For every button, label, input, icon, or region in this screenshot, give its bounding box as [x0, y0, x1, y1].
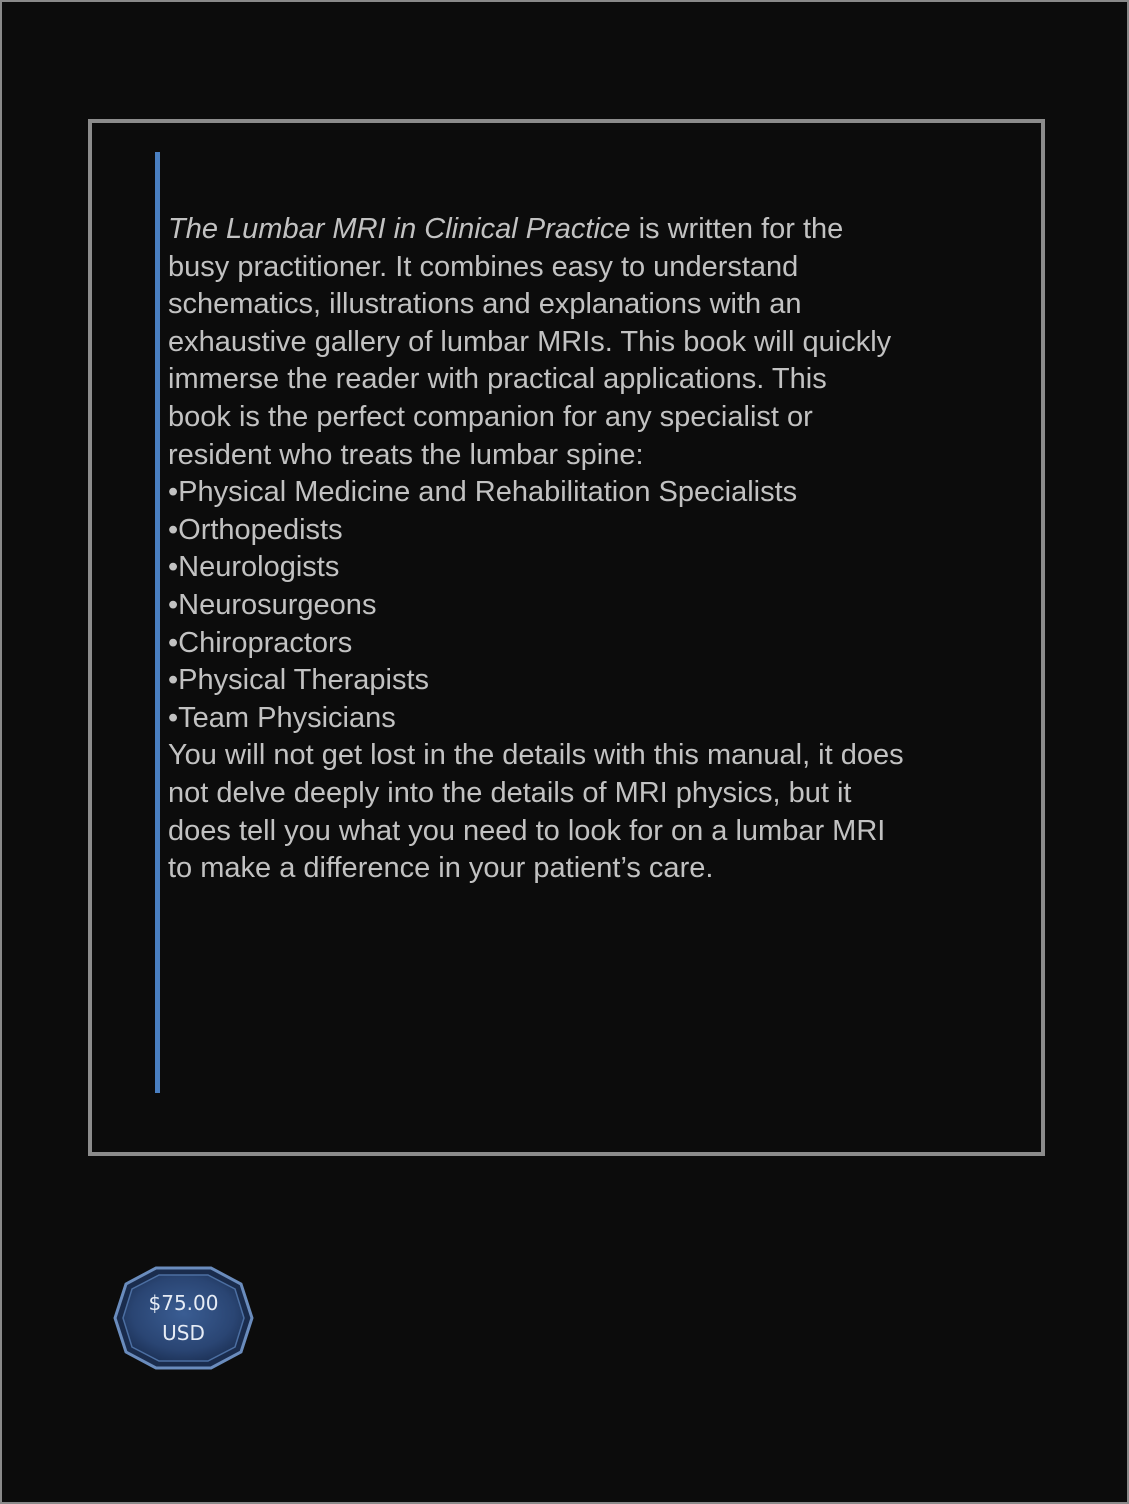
price-currency: USD: [162, 1321, 205, 1345]
audience-item: •Team Physicians: [168, 701, 396, 734]
closing-line: You will not get lost in the details with this manual, it does: [168, 739, 904, 772]
description-line: resident who treats the lumbar spine:: [168, 438, 644, 471]
intro-line: [168, 211, 988, 249]
intro-line-rest: is written for the: [630, 213, 844, 245]
audience-item: •Neurosurgeons: [168, 588, 377, 621]
audience-item: •Neurologists: [168, 551, 340, 584]
accent-bar: [155, 152, 160, 1093]
description-line: schematics, illustrations and explanations with an: [168, 288, 802, 321]
audience-item: •Physical Medicine and Rehabilitation Specialists: [168, 476, 798, 509]
price-label: [113, 1266, 254, 1370]
description-line: exhaustive gallery of lumbar MRIs. This book will quickly: [168, 325, 892, 358]
audience-item: •Physical Therapists: [168, 664, 430, 697]
price-badge: [113, 1266, 254, 1370]
description-text: [168, 211, 988, 888]
price-amount: $75.00: [148, 1291, 219, 1315]
closing-line: not delve deeply into the details of MRI physics, but it: [168, 776, 852, 809]
description-line: immerse the reader with practical applications. This: [168, 363, 827, 396]
closing-line: to make a difference in your patient’s care.: [168, 852, 714, 885]
description-line: book is the perfect companion for any specialist or: [168, 400, 813, 433]
audience-item: •Chiropractors: [168, 626, 353, 659]
closing-line: does tell you what you need to look for on a lumbar MRI: [168, 814, 886, 847]
audience-item: •Orthopedists: [168, 513, 343, 546]
book-title: The Lumbar MRI in Clinical Practice: [168, 213, 631, 245]
description-line: busy practitioner. It combines easy to understand: [168, 250, 799, 283]
